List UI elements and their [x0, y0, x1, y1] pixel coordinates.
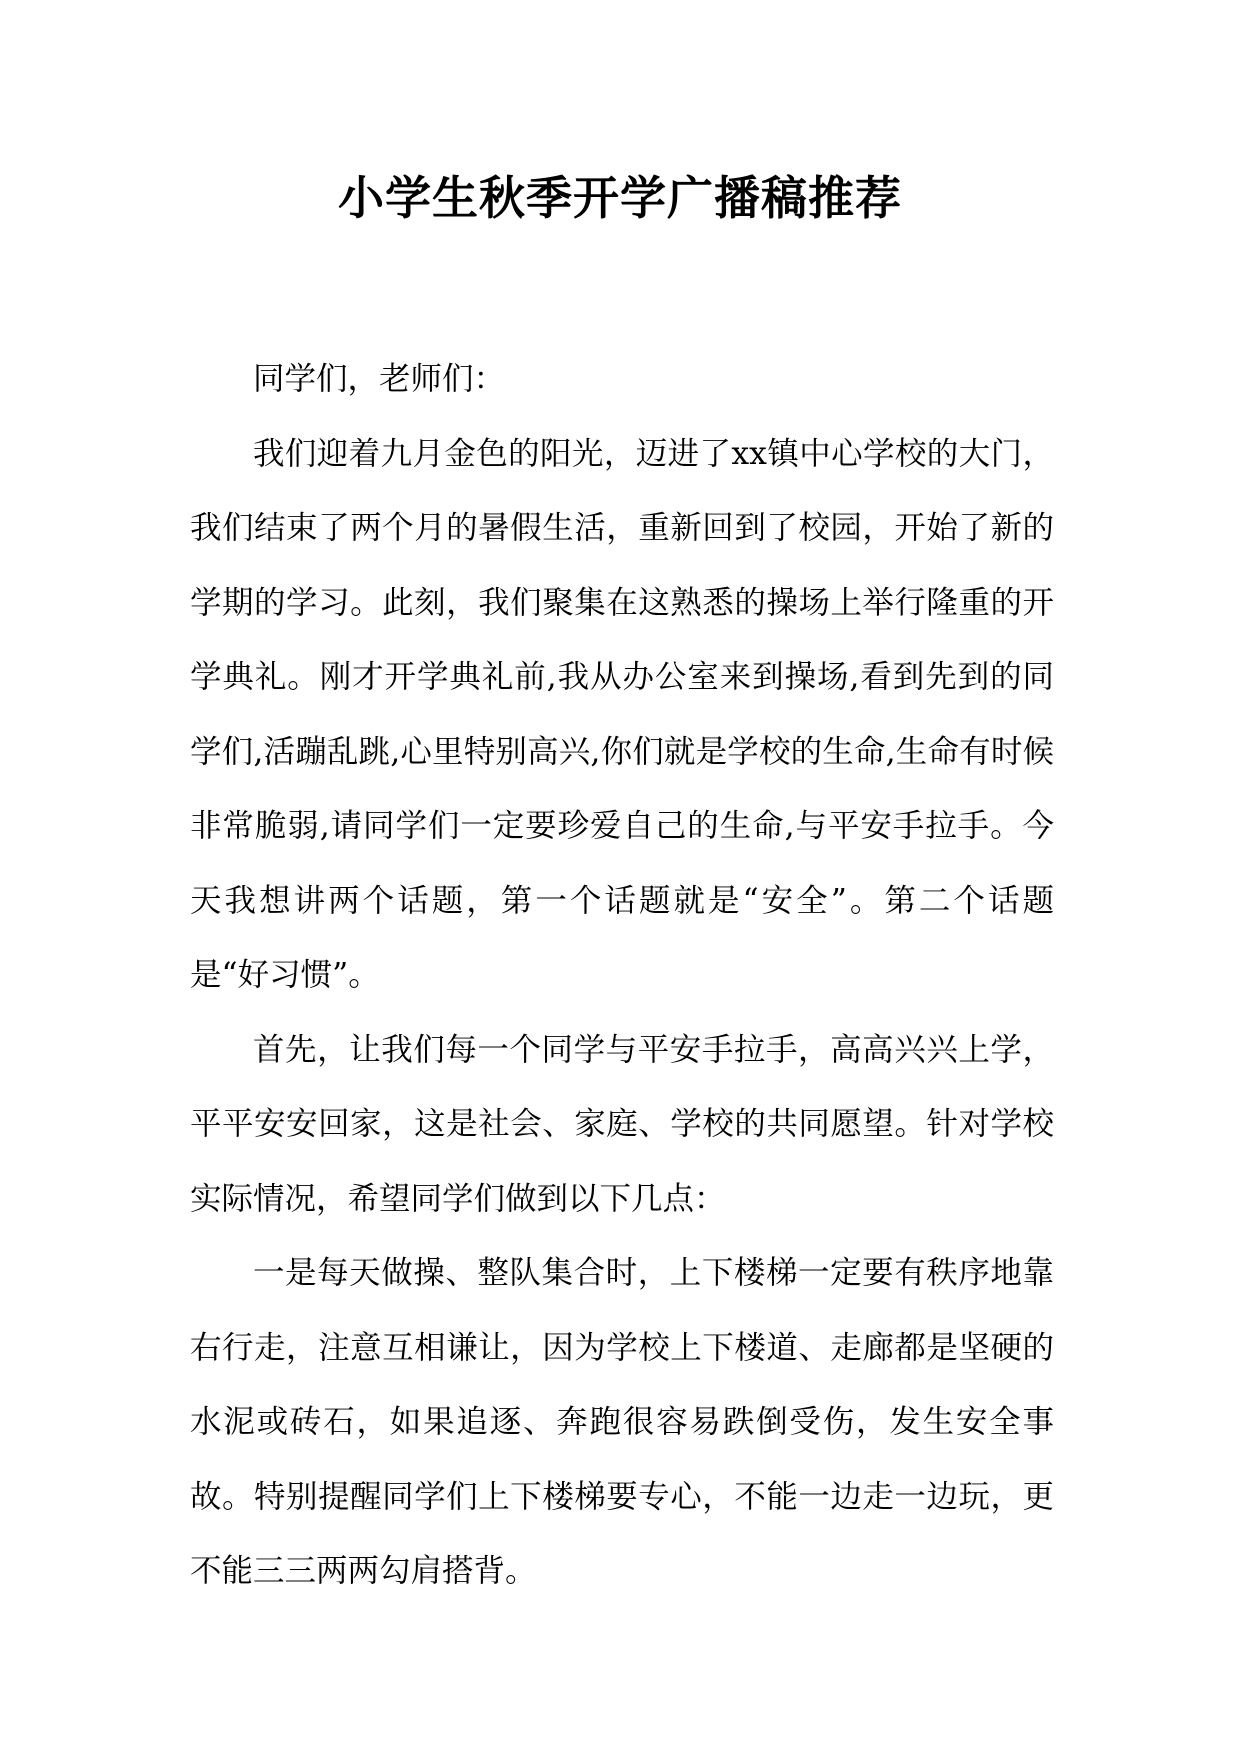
document-body	[190, 342, 1054, 1609]
document-title: 小学生秋季开学广播稿推荐	[338, 171, 902, 225]
paragraph-point-one: 一是每天做操、整队集合时，上下楼梯一定要有秩序地靠右行走，注意互相谦让，因为学校上下楼道、走廊都是坚硬的水泥或砖石，如果追逐、奔跑很容易跌倒受伤，发生安全事故。特别提醒同学们上下楼梯要专心，不能一边走一边玩，更不能三三两两勾肩搭背。	[190, 1255, 1054, 1589]
paragraph-safety-intro: 首先，让我们每一个同学与平安手拉手，高高兴兴上学，平平安安回家，这是社会、家庭、学校的共同愿望。针对学校实际情况，希望同学们做到以下几点：	[190, 1031, 1054, 1217]
paragraph-greeting: 同学们，老师们：	[253, 361, 506, 397]
paragraph-opening: 我们迎着九月金色的阳光，迈进了xx镇中心学校的大门，我们结束了两个月的暑假生活，重新回到了校园，开始了新的学期的学习。此刻，我们聚集在这熟悉的操场上举行隆重的开学典礼。刚才开学典礼前,我从办公室来到操场,看到先到的同学们,活蹦乱跳,心里特别高兴,你们就是学校的生命,生命有时候非常脆弱,请同学们一定要珍爱自己的生命,与平安手拉手。今天我想讲两个话题，第一个话题就是“安全”。第二个话题是“好习惯”。	[190, 435, 1054, 993]
